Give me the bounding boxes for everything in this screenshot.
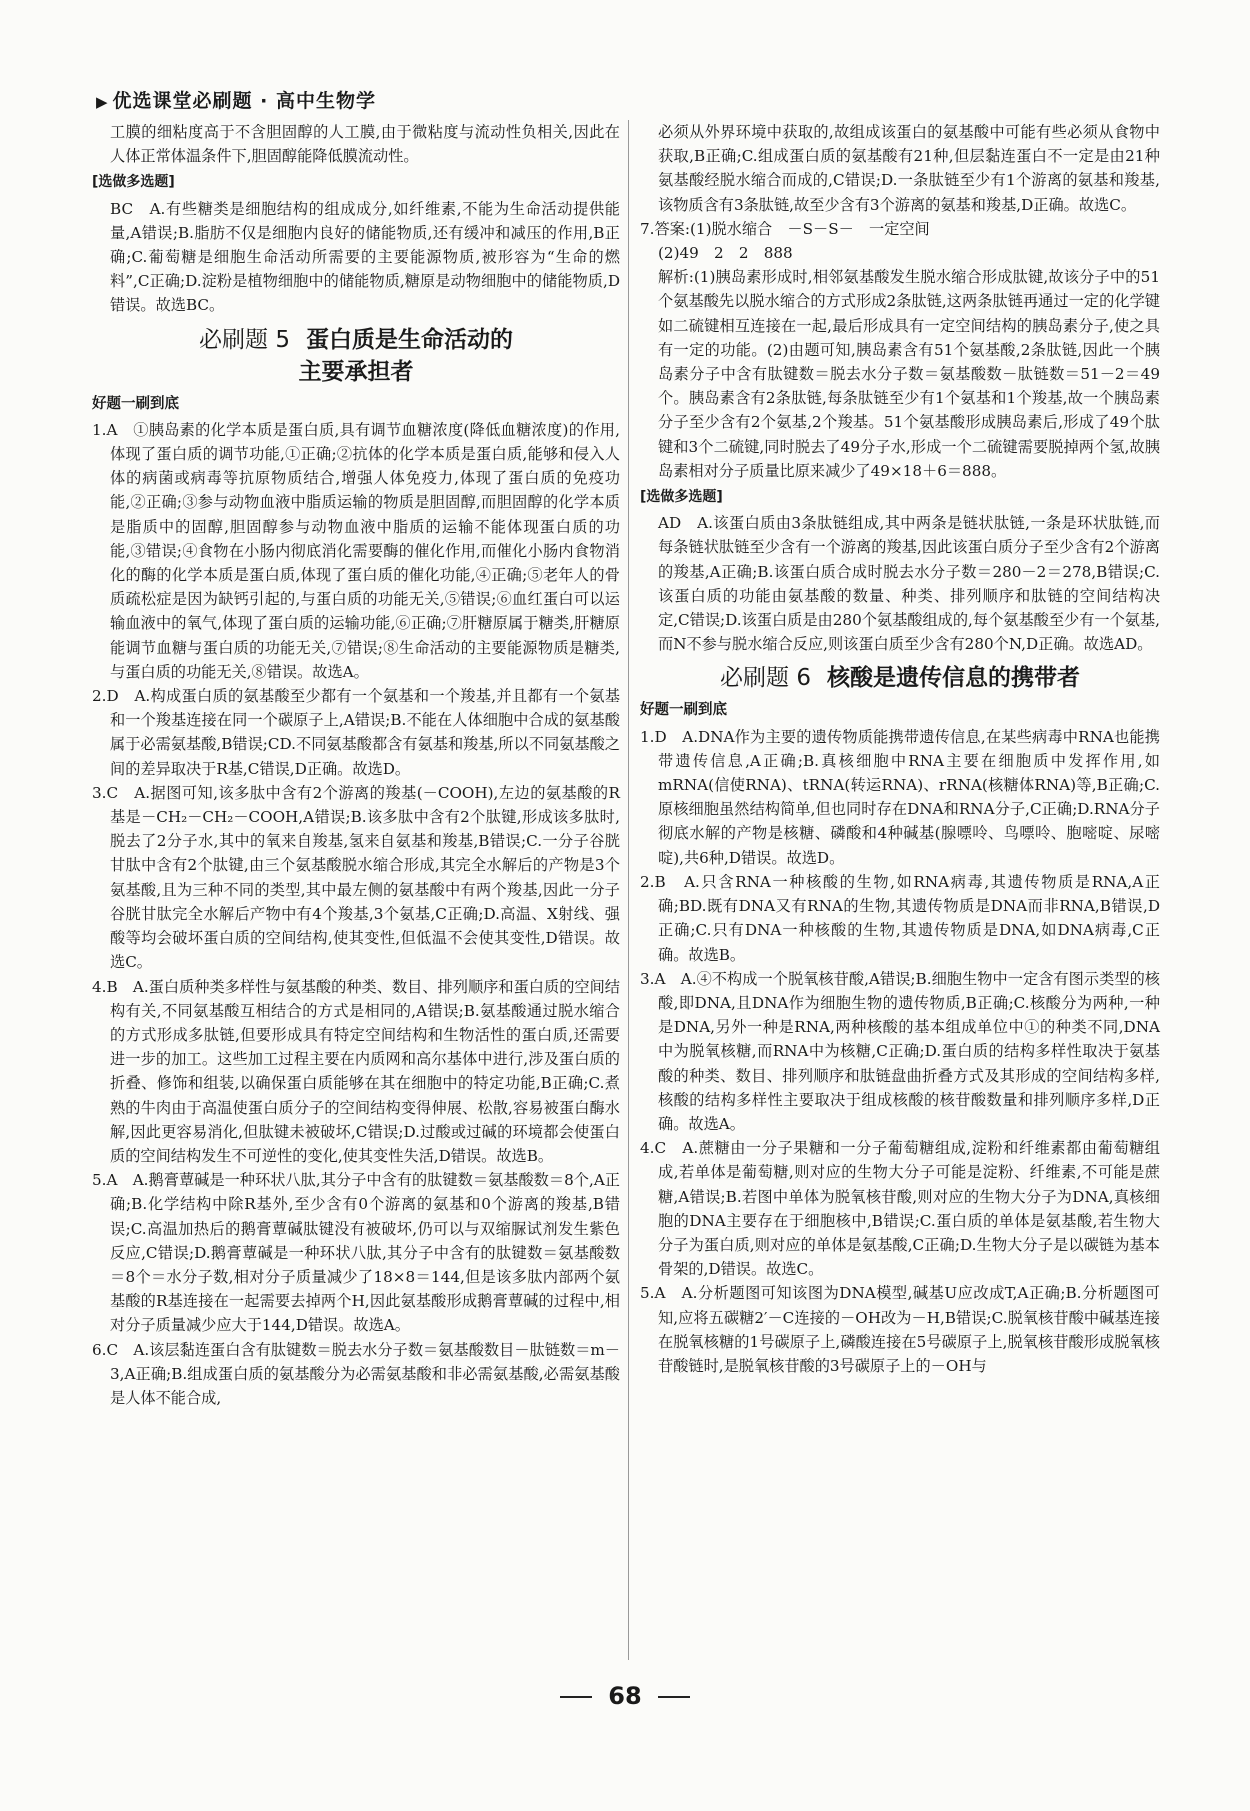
answer-item: (2)49 2 2 888 [658,244,793,263]
page-number-text: 68 [608,1682,642,1710]
running-header [96,86,376,113]
paragraph: 工膜的细粘度高于不含胆固醇的人工膜,由于微粘度与流动性负相关,因此在人体正常体温条件下,胆固醇能降低膜流动性。 [110,123,620,166]
answer-item: 2.B A.只含RNA一种核酸的生物,如RNA病毒,其遗传物质是RNA,A正确;BD.既有DNA又有RNA的生物,其遗传物质是DNA而非RNA,B错误,D正确;C.只有DNA一种核酸的生物,其遗传物质是DNA,如DNA病毒,C正确。故选B。 [640,872,1160,964]
title-number: 必刷题 5 [199,326,290,353]
answer-item: 5.A A.鹅膏蕈碱是一种环状八肽,其分子中含有的肽键数＝氨基酸数＝8个,A正确;B.化学结构中除R基外,至少含有0个游离的氨基和0个游离的羧基,B错误;C.高温加热后的鹅膏蕈碱肽键没有被破坏,仍可以与双缩脲试剂发生紫色反应,C错误;D.鹅膏蕈碱是一种环状八肽,其分子中含有的肽键数＝氨基酸数＝8个＝水分子数,相对分子质量减少了18×8＝144,但是该多肽内部两个氨基酸的R基连接在一起需要去掉两个H,因此氨基酸形成鹅膏蕈碱的过程中,相对分子质量减少应大于144,D错误。故选A。 [92,1171,620,1335]
answer-item: 1.D A.DNA作为主要的遗传物质能携带遗传信息,在某些病毒中RNA也能携带遗传信息,A正确;B.真核细胞中RNA主要在细胞质中发挥作用,如mRNA(信使RNA)、tRNA(转运RNA)、rRNA(核糖体RNA)等,B正确;C.原核细胞虽然结构简单,但也同时存在DNA和RNA分子,C正确;D.RNA分子彻底水解的产物是核糖、磷酸和4种碱基(腺嘌呤、鸟嘌呤、胞嘧啶、尿嘧啶),共6种,D错误。故选D。 [640,727,1160,867]
analysis: 解析:(1)胰岛素形成时,相邻氨基酸发生脱水缩合形成肽键,故该分子中的51个氨基酸先以脱水缩合的方式形成2条肽链,这两条肽链再通过一定的化学键如二硫键相互连接在一起,最后形成具有一定空间结构的胰岛素分子,使之具有一定的功能。(2)由题可知,胰岛素含有51个氨基酸,2条肽链,因此一个胰岛素分子中含有肽键数＝脱去水分子数＝氨基酸数－肽链数＝51－2＝49个。胰岛素含有2条肽链,每条肽链至少有1个氨基和1个羧基,故一个胰岛素分子至少含有2个氨基,2个羧基。51个氨基酸形成胰岛素后,形成了49个肽键和3个二硫键,同时脱去了49分子水,形成一个二硫键需要脱掉两个氢,故胰岛素相对分子质量比原来减少了49×18＋6＝888。 [658,268,1160,480]
right-column [640,120,1160,1378]
dash-left [560,1696,592,1698]
title-line: 蛋白质是生命活动的 [305,326,513,353]
answer-item: 7.答案:(1)脱水缩合 －S－S－ 一定空间 [640,219,930,238]
left-column [92,120,620,1410]
subheading: 好题一刷到底 [640,702,727,719]
answer-item: 3.A A.④不构成一个脱氧核苷酸,A错误;B.细胞生物中一定含有图示类型的核酸,即DNA,且DNA作为细胞生物的遗传物质,B正确;C.核酸分为两种,一种是DNA,另外一种是RNA,两种核酸的基本组成单位中①的种类不同,DNA中为脱氧核糖,而RNA中为核糖,C正确;D.蛋白质的结构多样性取决于氨基酸的种类、数目、排列顺序和肽链盘曲折叠方式及其形成的空间结构多样,核酸的结构多样性主要取决于组成核酸的核苷酸数量和排列顺序多样,D正确。故选A。 [640,969,1160,1133]
column-divider [628,120,629,1660]
triangle-icon: ▶ [96,93,109,111]
answer-item: 6.C A.该层黏连蛋白含有肽键数＝脱去水分子数＝氨基酸数目－肽链数＝m－3,A正确;B.组成蛋白质的氨基酸分为必需氨基酸和非必需氨基酸,必需氨基酸是人体不能合成, [92,1340,620,1407]
answer-item: 4.C A.蔗糖由一分子果糖和一分子葡萄糖组成,淀粉和纤维素都由葡萄糖组成,若单体是葡萄糖,则对应的生物大分子可能是淀粉、纤维素,不可能是蔗糖,A错误;B.若图中单体为脱氧核苷酸,则对应的生物大分子为DNA,真核细胞的DNA主要存在于细胞核中,B错误;C.蛋白质的单体是氨基酸,若生物大分子为蛋白质,则对应的单体是氨基酸,C正确;D.生物大分子是以碳链为基本骨架的,D错误。故选C。 [640,1139,1160,1279]
header-text: 优选课堂必刷题 · 高中生物学 [112,90,376,112]
title-number: 必刷题 6 [720,665,811,692]
paragraph: AD A.该蛋白质由3条肽链组成,其中两条是链状肽链,一条是环状肽链,而每条链状肽链至少含有一个游离的羧基,因此该蛋白质分子至少含有2个游离的羧基,A正确;B.该蛋白质合成时脱去水分子数＝280－2＝278,B错误;C.该蛋白质的功能由氨基酸的数量、种类、排列顺序和肽链的空间结构决定,C错误;D.该蛋白质是由280个氨基酸组成的,每个氨基酸至少有一个氨基,而N不参与脱水缩合反应,则该蛋白质至少含有280个N,D正确。故选AD。 [658,514,1160,654]
paragraph: 必须从外界环境中获取的,故组成该蛋白的氨基酸中可能有些必须从食物中获取,B正确;C.组成蛋白质的氨基酸有21种,但层黏连蛋白不一定是由21种氨基酸经脱水缩合而成的,C错误;D.一条肽链至少有1个游离的氨基和羧基,该物质含有3条肽链,故至少含有3个游离的氨基和羧基,D正确。故选C。 [658,123,1160,214]
dash-right [658,1696,690,1698]
section-title [640,662,1160,694]
answer-item: 2.D A.构成蛋白质的氨基酸至少都有一个氨基和一个羧基,并且都有一个氨基和一个羧基连接在同一个碳原子上,A错误;B.不能在人体细胞中合成的氨基酸属于必需氨基酸,B错误;CD.不同氨基酸都含有氨基和羧基,所以不同氨基酸之间的差异取决于R基,C错误,D正确。故选D。 [92,687,620,778]
paragraph: BC A.有些糖类是细胞结构的组成成分,如纤维素,不能为生命活动提供能量,A错误;B.脂肪不仅是细胞内良好的储能物质,还有缓冲和减压的作用,B正确;C.葡萄糖是细胞生命活动所需要的主要能源物质,被形容为“生命的燃料”,C正确;D.淀粉是植物细胞中的储能物质,糖原是动物细胞中的储能物质,D错误。故选BC。 [110,199,620,315]
title-line: 主要承担者 [298,358,414,385]
section-tag: [选做多选题] [92,174,175,191]
answer-item: 1.A ①胰岛素的化学本质是蛋白质,具有调节血糖浓度(降低血糖浓度)的作用,体现了蛋白质的调节功能,①正确;②抗体的化学本质是蛋白质,能够和侵入人体的病菌或病毒等抗原物质结合,增强人体免疫力,体现了蛋白质的免疫功能,②正确;③参与动物血液中脂质运输的物质是胆固醇,而胆固醇的化学本质是脂质中的固醇,胆固醇参与动物血液中脂质的运输不能体现蛋白质的功能,③错误;④食物在小肠内彻底消化需要酶的催化作用,而催化小肠内食物消化的酶的化学本质是蛋白质,体现了蛋白质的催化功能,④正确;⑤老年人的骨质疏松症是因为缺钙引起的,与蛋白质的功能无关,⑤错误;⑥血红蛋白可以运输血液中的氧气,体现了蛋白质的运输功能,⑥正确;⑦肝糖原属于糖类,肝糖原能调节血糖与蛋白质的功能无关,⑦错误;⑧生命活动的主要能源物质是糖类,与蛋白质的功能无关,⑧错误。故选A。 [92,420,620,681]
subheading: 好题一刷到底 [92,395,179,412]
page-number [0,1682,1250,1710]
section-title [92,324,620,388]
answer-item: 4.B A.蛋白质种类多样性与氨基酸的种类、数目、排列顺序和蛋白质的空间结构有关,不同氨基酸互相结合的方式是相同的,A错误;B.氨基酸通过脱水缩合的方式形成多肽链,但要形成具有特定空间结构和生物活性的蛋白质,还需要进一步的加工。这些加工过程主要在内质网和高尔基体中进行,涉及蛋白质的折叠、修饰和组装,以确保蛋白质能够在其在细胞中的特定功能,B正确;C.煮熟的牛肉由于高温使蛋白质分子的空间结构变得伸展、松散,容易被蛋白酶水解,因此更容易消化,但肽键未被破坏,C错误;D.过酸或过碱的环境都会使蛋白质的空间结构发生不可逆性的变化,使其变性失活,D错误。故选B。 [92,977,620,1165]
title-line: 核酸是遗传信息的携带者 [826,665,1080,692]
section-tag: [选做多选题] [640,489,723,506]
answer-item: 5.A A.分析题图可知该图为DNA模型,碱基U应改成T,A正确;B.分析题图可知,应将五碳糖2′－C连接的－OH改为－H,B错误;C.脱氧核苷酸中碱基连接在脱氧核糖的1号碳原子上,磷酸连接在5号碳原子上,脱氧核苷酸形成脱氧核苷酸链时,是脱氧核苷酸的3号碳原子上的－OH与 [640,1284,1160,1375]
answer-item: 3.C A.据图可知,该多肽中含有2个游离的羧基(－COOH),左边的氨基酸的R基是－CH₂－CH₂－COOH,A错误;B.该多肽中含有2个肽键,形成该多肽时,脱去了2分子水,其中的氧来自羧基,氢来自氨基和羧基,B错误;C.一分子谷胱甘肽中含有2个肽键,由三个氨基酸脱水缩合形成,其完全水解后的产物是3个氨基酸,且为三种不同的类型,其中最左侧的氨基酸中有两个羧基,因此一分子谷胱甘肽完全水解后产物中有4个羧基,3个氨基,C正确;D.高温、X射线、强酸等均会破坏蛋白质的空间结构,使其变性,但低温不会使其变性,D错误。故选C。 [92,783,620,972]
